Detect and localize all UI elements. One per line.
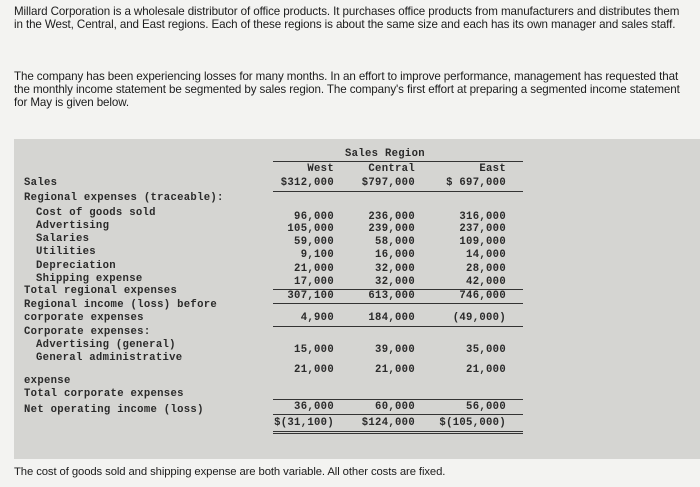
cell-east: 28,000 [466, 263, 506, 275]
cell-central: 58,000 [375, 236, 415, 248]
row-label: corporate expenses [24, 312, 144, 324]
cell-central: $797,000 [361, 177, 415, 189]
cell-east: $(105,000) [439, 417, 506, 429]
corporate-rule [273, 399, 523, 400]
cell-east: 237,000 [459, 223, 506, 235]
cell-west: 21,000 [294, 364, 334, 376]
cell-west: 21,000 [294, 263, 334, 275]
row-label: expense [24, 375, 71, 387]
cell-west: $(31,100) [274, 417, 334, 429]
cell-east: 316,000 [459, 211, 506, 223]
row-label: Regional expenses (traceable): [24, 192, 224, 204]
cell-central: 239,000 [368, 223, 415, 235]
cell-west: 9,100 [300, 249, 334, 261]
total-regional-rule [273, 303, 523, 304]
cell-east: (49,000) [452, 312, 506, 324]
cell-west: 4,900 [300, 312, 334, 324]
cell-west: 105,000 [287, 223, 334, 235]
cell-west: 59,000 [294, 236, 334, 248]
cell-central: 21,000 [375, 364, 415, 376]
footnote: The cost of goods sold and shipping expense are both variable. All other costs are fixed. [14, 466, 446, 478]
row-label: Advertising [36, 220, 110, 232]
cell-central: 60,000 [375, 401, 415, 413]
cell-central: 236,000 [368, 211, 415, 223]
row-label: Cost of goods sold [36, 207, 156, 219]
cell-east: 56,000 [466, 401, 506, 413]
sales-rule [273, 191, 523, 192]
intro-paragraph-2: The company has been experiencing losses for many months. In an effort to improve performance, management has requested that the monthly income statement be segmented by sales region. The company's first effort at preparing a segmented income statement for May is given below. [14, 70, 680, 110]
cell-east: 746,000 [459, 290, 506, 302]
regional-income-rule [273, 326, 523, 327]
cell-east: 14,000 [466, 249, 506, 261]
row-label: General administrative [36, 352, 183, 364]
cell-west: 96,000 [294, 211, 334, 223]
row-label: Corporate expenses: [24, 326, 151, 338]
cell-east: 42,000 [466, 276, 506, 288]
cell-central: 613,000 [368, 290, 415, 302]
row-label: Net operating income (loss) [24, 404, 204, 416]
row-label: Regional income (loss) before [24, 299, 218, 311]
row-label: Total corporate expenses [24, 388, 184, 400]
cell-west: 17,000 [294, 276, 334, 288]
cell-west: 307,100 [287, 290, 334, 302]
cell-west: $312,000 [280, 177, 334, 189]
cell-west: 15,000 [294, 344, 334, 356]
row-label: Depreciation [36, 260, 116, 272]
row-label: Shipping expense [36, 273, 143, 285]
row-label: Utilities [36, 246, 96, 258]
row-label: Advertising (general) [36, 339, 176, 351]
intro-paragraph-1: Millard Corporation is a wholesale distributor of office products. It purchases office products from manufacturers and distributes them in the West, Central, and East regions. Each of these regions is about the same size and each has its own manager and sales staff. [14, 5, 680, 32]
sales-region-header: Sales Region [345, 148, 425, 160]
cell-east: 35,000 [466, 344, 506, 356]
column-east: East [479, 163, 506, 175]
row-label: Total regional expenses [24, 285, 178, 297]
cell-central: 32,000 [375, 276, 415, 288]
cell-central: 184,000 [368, 312, 415, 324]
cell-central: $124,000 [361, 417, 415, 429]
row-label: Sales [24, 177, 58, 189]
cell-west: 36,000 [294, 401, 334, 413]
column-west: West [307, 163, 334, 175]
net-income-double-rule [273, 433, 523, 434]
cell-central: 32,000 [375, 263, 415, 275]
cell-central: 16,000 [375, 249, 415, 261]
cell-east: 21,000 [466, 364, 506, 376]
column-central: Central [368, 163, 415, 175]
total-corporate-rule [273, 414, 523, 415]
cell-central: 39,000 [375, 344, 415, 356]
cell-east: $ 697,000 [446, 177, 506, 189]
row-label: Salaries [36, 233, 90, 245]
header-rule [273, 161, 523, 162]
segmented-income-statement [14, 139, 700, 459]
cell-east: 109,000 [459, 236, 506, 248]
net-income-rule [273, 431, 523, 432]
